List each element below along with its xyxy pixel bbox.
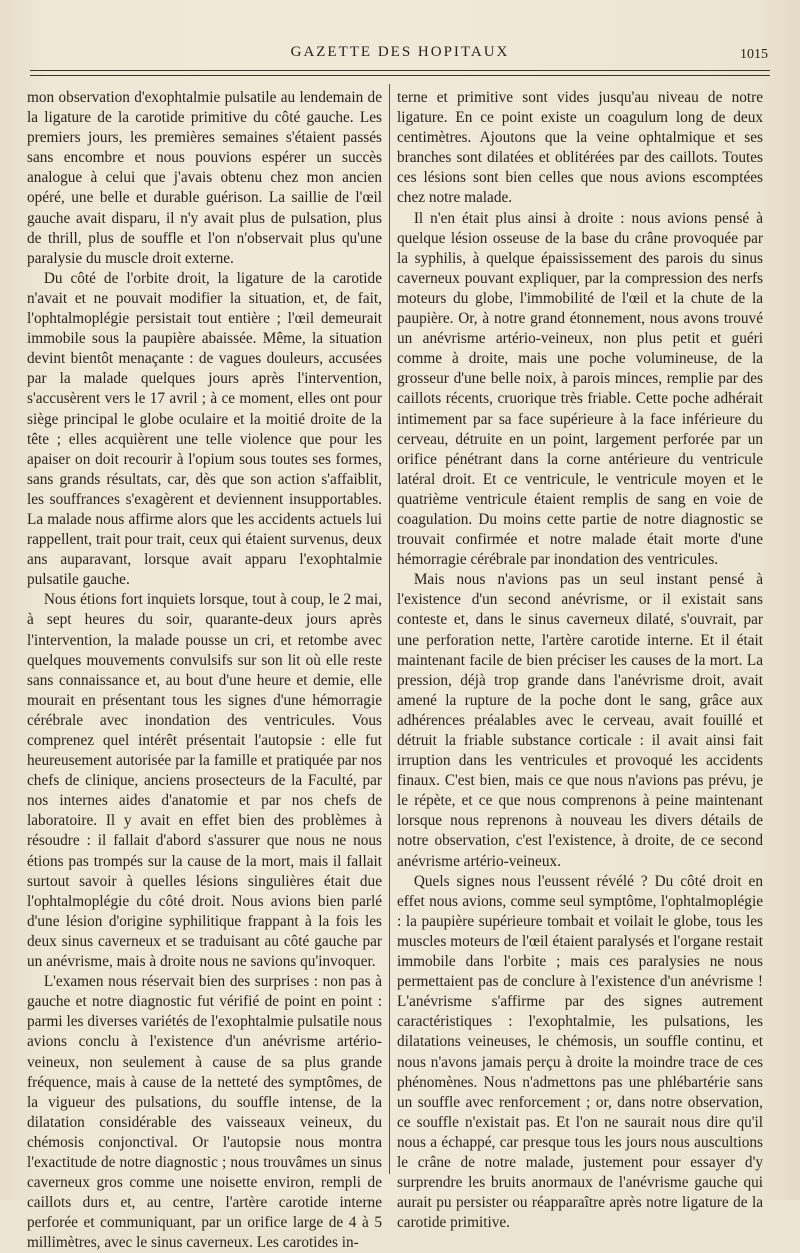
paragraph: Du côté de l'orbite droit, la ligature de la carotide n'avait et ne pouvait modifier la situation, et, de fait, l'ophtalmoplégie persistait tout entière ; l'œil demeurait immobile sous la paupière abaissée. Même, la situation devint bientôt menaçante : de vagues douleurs, accusées par la malade quelques jours après l'intervention, s'accusèrent vers le 17 avril ; à ce moment, elles ont pour siège principal le globe oculaire et la moitié droite de la tête ; elles acquièrent une telle violence que pour les apaiser on doit recourir à l'opium sous toutes ses formes, sans grands résultats, car, dès que son action s'affaiblit, les souffrances s'exagèrent et deviennent insupportables. La malade nous affirme alors que les accidents actuels lui rappellent, trait pour trait, ceux qui étaient survenus, deux ans auparavant, lorsque avait apparu l'exophtalmie pulsatile gauche. [27, 269, 382, 589]
header-rule-thick [30, 70, 770, 71]
left-column [27, 88, 382, 1252]
header-rule-thin [30, 75, 770, 76]
paragraph: mon observation d'exophtalmie pulsatile au lendemain de la ligature de la carotide primitive du côté gauche. Les premiers jours, les premières semaines s'étaient passés sans encombre et nous pouvions espérer un succès analogue à celui que j'avais obtenu chez mon ancien opéré, une belle et durable guérison. La saillie de l'œil gauche avait disparu, il n'y avait plus de pulsation, plus de thrill, plus de souffle et l'on n'observait plus qu'une paralysie du muscle droit externe. [27, 89, 382, 267]
paragraph: Il n'en était plus ainsi à droite : nous avions pensé à quelque lésion osseuse de la base du crâne provoquée par la syphilis, à quelque épaississement des parois du sinus caverneux pouvant expliquer, par la compression des nerfs moteurs du globe, l'immobilité de l'œil et la chute de la paupière. Or, à notre grand étonnement, nous avons trouvé un anévrisme artério-veineux, non plus petit et guéri comme à droite, mais une poche volumineuse, de la grosseur d'une belle noix, à parois minces, remplie par des caillots récents, cruorique très friable. Cette poche adhérait intimement par sa face supérieure à la face inférieure du cerveau, détruite en un point, largement perforée par un orifice pénétrant dans la corne antérieure du ventricule latéral droit. Et ce ventricule, le ventricule moyen et le quatrième ventricule étaient remplis de sang en voie de coagulation. Du moins cette partie de notre diagnostic se trouvait confirmée et notre malade était morte d'une hémorragie cérébrale par inondation des ventricules. [397, 209, 763, 569]
paragraph: Mais nous n'avions pas un seul instant pensé à l'existence d'un second anévrisme, or il existait sans conteste et, dans le sinus caverneux dilaté, s'ouvrait, par une perforation nette, l'artère carotide interne. Et il était maintenant facile de bien préciser les causes de la mort. La pression, déjà trop grande dans l'anévrisme droit, avait amené la rupture de la poche dont le sang, grâce aux adhérences préalables avec le cerveau, avait fouillé et détruit la friable substance corticale : il avait ainsi fait irruption dans les ventricules et provoqué les accidents finaux. C'est bien, mais ce que nous n'avions pas prévu, je le répète, et ce que nous comprenons à peine maintenant lorsque nous reprenons à nouveau les divers détails de notre observation, c'est l'existence, à droite, de ce second anévrisme artério-veineux. [397, 571, 763, 870]
paragraph: Nous étions fort inquiets lorsque, tout à coup, le 2 mai, à sept heures du soir, quarante-deux jours après l'intervention, la malade pousse un cri, et retombe avec quelques mouvements convulsifs sur son lit où elle reste sans connaissance et, au bout d'une heure et demie, elle mourait en présentant tous les signes d'une hémorragie cérébrale avec inondation des ventricules. Vous comprenez quel intérêt présentait l'autopsie : elle fut heureusement autorisée par la famille et pratiquée par nos chefs de clinique, anciens prosecteurs de la Faculté, par nos internes aides d'anatomie et par nos chefs de laboratoire. Il y avait en effet bien des problèmes à résoudre : il fallait d'abord s'assurer que nous ne nous étions pas trompés sur la cause de la mort, mais il fallait surtout savoir à quelles lésions singulières était due l'ophtalmoplégie du côté droit. Nous avions bien parlé d'une lésion d'origine syphilitique frappant à la fois les deux sinus caverneux et se traduisant au côté gauche par un anévrisme, mais à droite nous ne savions qu'invoquer. [27, 591, 382, 971]
page-number: 1015 [740, 47, 768, 62]
journal-title: GAZETTE DES HOPITAUX [290, 44, 510, 60]
paragraph: L'examen nous réservait bien des surprises : non pas à gauche et notre diagnostic fut vérifié de point en point : parmi les diverses variétés de l'exophtalmie pulsatile nous avions conclu à l'existence d'un anévrisme artério-veineux, non seulement à cause de sa plus grande fréquence, mais à cause de la netteté des symptômes, de la vigueur des pulsations, du souffle intense, de la dilatation considérable des vaisseaux veineux, du chémosis conjonctival. Or l'autopsie nous montra l'exactitude de notre diagnostic ; nous trouvâmes un sinus caverneux gros comme une noisette environ, rempli de caillots durs et, au centre, l'artère carotide interne perforée et communiquant, par un orifice large de 4 à 5 millimètres, avec le sinus caverneux. Les carotides in- [27, 973, 382, 1252]
right-column [397, 88, 763, 1232]
paragraph: Quels signes nous l'eussent révélé ? Du côté droit en effet nous avions, comme seul symptôme, l'ophtalmoplégie : la paupière supérieure tombait et voilait le globe, tous les muscles moteurs de l'œil étaient paralysés et l'organe restait immobile dans l'orbite ; mais ces paralysies ne nous permettaient pas de conclure à l'existence d'un anévrisme ! L'anévrisme s'affirme par des signes autrement caractéristiques : l'exophtalmie, les pulsations, les dilatations veineuses, le chémosis, un souffle continu, et nous n'avons jamais perçu à droite la moindre trace de ces phénomènes. Nous n'admettons pas une phlébartérie sans un souffle avec renforcement ; or, dans notre observation, ce souffle n'existait pas. Et l'on ne saurait nous dire qu'il nous a échappé, car presque tous les jours nous auscultions le crâne de notre malade, justement pour essayer d'y surprendre les bruits anormaux de l'anévrisme gauche qui aurait pu persister ou réapparaître après notre ligature de la carotide primitive. [397, 872, 763, 1232]
column-divider [389, 84, 390, 1174]
paragraph: terne et primitive sont vides jusqu'au niveau de notre ligature. En ce point existe un coagulum long de deux centimètres. Ajoutons que la veine ophtalmique et ses branches sont dilatées et oblitérées par des caillots. Toutes ces lésions sont bien celles que nous avions escomptées chez notre malade. [397, 89, 763, 207]
page-header [30, 44, 770, 66]
